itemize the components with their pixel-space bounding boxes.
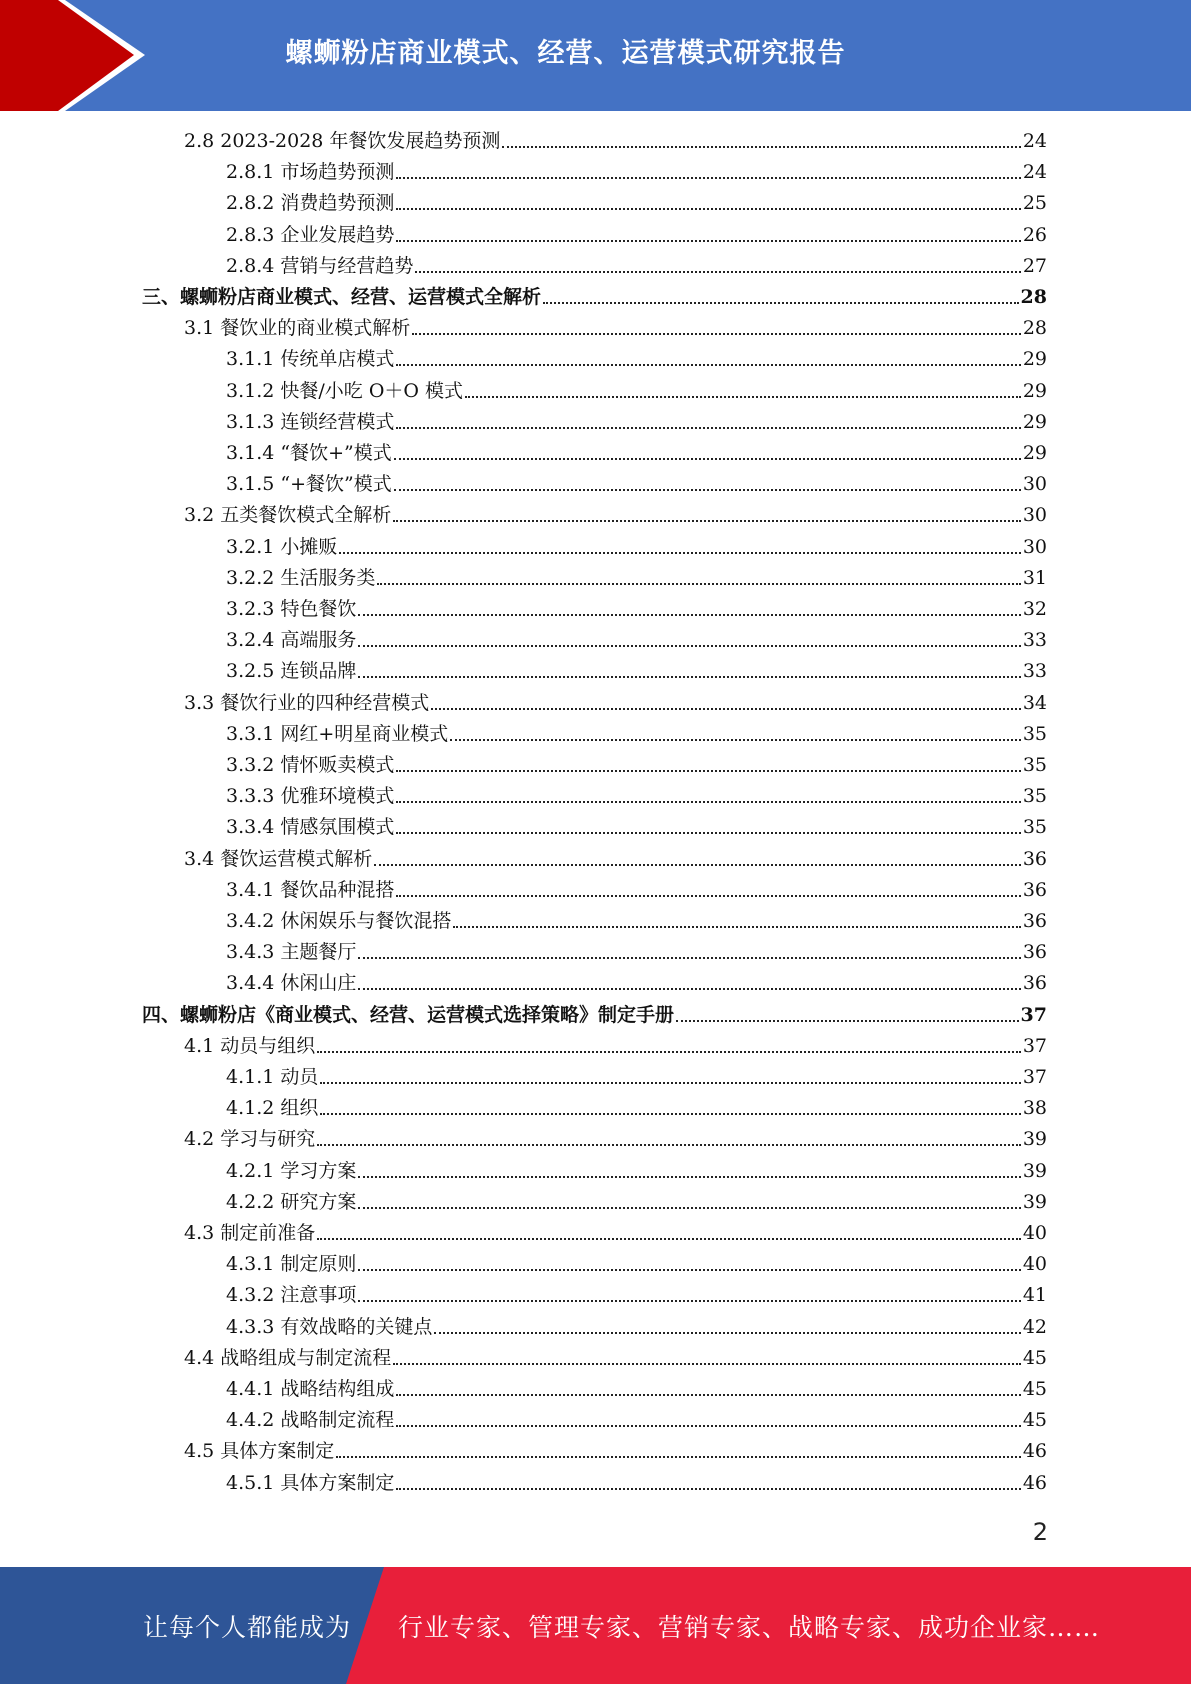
toc-entry-label: 3.1.5 “+餐饮”模式 [226, 473, 392, 496]
toc-entry[interactable] [184, 1344, 1047, 1372]
toc-entry[interactable] [226, 408, 1047, 436]
toc-dot-leader [393, 520, 1021, 522]
toc-dot-leader [502, 146, 1020, 148]
toc-entry-page: 27 [1022, 254, 1047, 277]
toc-entry-page: 46 [1022, 1440, 1047, 1463]
toc-entry[interactable] [184, 501, 1047, 529]
toc-entry[interactable] [226, 782, 1047, 810]
toc-entry-page: 37 [1020, 1003, 1047, 1026]
toc-dot-leader [396, 770, 1020, 772]
toc-dot-leader [396, 1394, 1020, 1396]
toc-entry[interactable] [184, 1125, 1047, 1153]
toc-entry-label: 3.2.3 特色餐饮 [226, 598, 357, 620]
page-number: 2 [1032, 1518, 1048, 1546]
toc-entry[interactable] [226, 1313, 1047, 1341]
toc-entry-label: 3.3 餐饮行业的四种经营模式 [184, 691, 430, 714]
toc-entry-label: 4.3.2 注意事项 [226, 1284, 357, 1307]
toc-entry[interactable] [226, 345, 1047, 373]
header-arrow-decoration [0, 0, 160, 111]
toc-entry-label: 4.4 战略组成与制定流程 [184, 1346, 392, 1369]
toc-entry-page: 38 [1022, 1097, 1047, 1120]
toc-entry-label: 2.8.4 营销与经营趋势 [226, 254, 414, 277]
footer-slogan-left: 让每个人都能成为 [143, 1612, 352, 1642]
toc-entry-page: 36 [1022, 910, 1047, 932]
toc-entry-label: 3.2.4 高端服务 [226, 629, 357, 652]
toc-dot-leader [394, 458, 1021, 460]
toc-entry-label: 4.3 制定前准备 [184, 1222, 316, 1244]
toc-entry[interactable] [226, 377, 1047, 405]
toc-entry-label: 4.5.1 具体方案制定 [226, 1471, 395, 1494]
toc-dot-leader [415, 271, 1020, 273]
toc-entry-label: 3.3.4 情感氛围模式 [226, 816, 395, 839]
toc-dot-leader [374, 864, 1021, 866]
toc-dot-leader [320, 1113, 1020, 1115]
toc-entry[interactable] [226, 252, 1047, 280]
toc-entry-page: 33 [1022, 660, 1047, 683]
toc-dot-leader [543, 302, 1019, 304]
toc-dot-leader [358, 1269, 1020, 1271]
toc-entry[interactable] [226, 720, 1047, 748]
toc-dot-leader [453, 926, 1020, 928]
toc-dot-leader [676, 1020, 1019, 1022]
toc-entry[interactable] [184, 1437, 1047, 1465]
toc-entry-page: 29 [1022, 410, 1047, 433]
toc-dot-leader [336, 1456, 1021, 1458]
toc-dot-leader [396, 801, 1020, 803]
toc-entry[interactable] [184, 689, 1047, 717]
header-title [260, 0, 1191, 100]
toc-entry-page: 33 [1022, 629, 1047, 652]
toc-entry-page: 26 [1022, 223, 1047, 246]
toc-entry[interactable] [184, 845, 1047, 873]
toc-dot-leader [377, 583, 1020, 585]
toc-dot-leader [358, 1176, 1020, 1178]
toc-entry-label: 3.2 五类餐饮模式全解析 [184, 504, 392, 527]
toc-entry-label: 3.1.1 传统单店模式 [226, 348, 395, 371]
toc-entry[interactable] [226, 813, 1047, 841]
toc-entry-label: 4.2.2 研究方案 [226, 1190, 357, 1213]
toc-entry-page: 39 [1022, 1128, 1047, 1151]
toc-entry-page: 45 [1022, 1378, 1047, 1400]
toc-entry[interactable] [226, 876, 1047, 904]
toc-dot-leader [358, 676, 1020, 678]
toc-entry-page: 30 [1022, 473, 1047, 496]
toc-entry-page: 29 [1022, 379, 1047, 402]
toc-dot-leader [394, 489, 1021, 491]
toc-entry[interactable] [142, 1001, 1047, 1029]
toc-entry-label: 3.1.4 “餐饮+”模式 [226, 442, 392, 464]
toc-entry-label: 4.2.1 学习方案 [226, 1159, 357, 1182]
toc-dot-leader [434, 1332, 1020, 1334]
toc-entry-page: 32 [1022, 598, 1047, 620]
toc-entry-page: 39 [1022, 1159, 1047, 1182]
toc-entry-page: 39 [1022, 1190, 1047, 1213]
toc-entry-page: 35 [1022, 722, 1047, 745]
toc-dot-leader [358, 645, 1020, 647]
toc-entry-label: 3.1.3 连锁经营模式 [226, 410, 395, 433]
toc-entry[interactable] [226, 1250, 1047, 1278]
toc-entry-label: 2.8.1 市场趋势预测 [226, 161, 395, 184]
toc-entry-page: 28 [1022, 317, 1047, 340]
toc-dot-leader [317, 1051, 1021, 1053]
toc-entry[interactable] [226, 1063, 1047, 1091]
toc-dot-leader [358, 988, 1020, 990]
toc-entry[interactable] [226, 969, 1047, 997]
toc-entry-label: 3.4.4 休闲山庄 [226, 972, 357, 995]
toc-entry-label: 3.3.3 优雅环境模式 [226, 785, 395, 808]
toc-entry[interactable] [226, 533, 1047, 561]
toc-dot-leader [358, 1300, 1020, 1302]
toc-entry-page: 28 [1020, 286, 1047, 308]
toc-dot-leader [396, 427, 1020, 429]
toc-entry[interactable] [226, 626, 1047, 654]
toc-entry-page: 40 [1022, 1253, 1047, 1276]
toc-entry-page: 45 [1022, 1409, 1047, 1432]
toc-entry-label: 3.4.1 餐饮品种混搭 [226, 878, 395, 901]
toc-dot-leader [317, 1144, 1021, 1146]
toc-entry-label: 3.2.1 小摊贩 [226, 535, 338, 558]
toc-entry-page: 30 [1022, 504, 1047, 527]
toc-entry[interactable] [226, 564, 1047, 592]
toc-entry-label: 4.1 动员与组织 [184, 1034, 316, 1057]
toc-entry-page: 29 [1022, 442, 1047, 464]
toc-entry-page: 42 [1022, 1315, 1047, 1338]
toc-entry-page: 35 [1022, 816, 1047, 839]
toc-entry-page: 37 [1022, 1066, 1047, 1088]
toc-entry-page: 29 [1022, 348, 1047, 371]
toc-entry-page: 24 [1022, 161, 1047, 184]
toc-entry[interactable] [226, 1281, 1047, 1309]
toc-entry-label: 4.3.3 有效战略的关键点 [226, 1315, 433, 1338]
toc-entry[interactable] [226, 158, 1047, 186]
toc-entry-label: 3.1 餐饮业的商业模式解析 [184, 317, 411, 340]
toc-entry-label: 四、螺蛳粉店《商业模式、经营、运营模式选择策略》制定手册 [142, 1003, 675, 1026]
toc-entry-page: 40 [1022, 1222, 1047, 1244]
toc-dot-leader [358, 614, 1020, 616]
toc-entry[interactable] [184, 1219, 1047, 1247]
toc-dot-leader [339, 552, 1020, 554]
toc-entry-label: 4.2 学习与研究 [184, 1128, 316, 1151]
toc-entry-label: 3.3.2 情怀贩卖模式 [226, 754, 395, 776]
toc-entry[interactable] [226, 221, 1047, 249]
toc-dot-leader [412, 333, 1021, 335]
toc-entry-page: 46 [1022, 1471, 1047, 1494]
toc-entry-page: 34 [1022, 691, 1047, 714]
toc-entry-label: 3.4 餐饮运营模式解析 [184, 847, 373, 870]
toc-entry[interactable] [226, 470, 1047, 498]
toc-entry[interactable] [226, 938, 1047, 966]
toc-entry-page: 36 [1022, 972, 1047, 995]
toc-entry-label: 3.3.1 网红+明星商业模式 [226, 722, 449, 745]
toc-dot-leader [358, 1207, 1020, 1209]
toc-entry[interactable] [226, 439, 1047, 467]
toc-entry-label: 4.1.2 组织 [226, 1097, 319, 1120]
toc-dot-leader [393, 1363, 1021, 1365]
toc-dot-leader [396, 177, 1020, 179]
toc-dot-leader [396, 364, 1020, 366]
toc-entry-label: 4.1.1 动员 [226, 1066, 319, 1088]
toc-entry-page: 35 [1022, 754, 1047, 776]
toc-entry[interactable] [226, 1469, 1047, 1497]
toc-entry[interactable] [226, 1094, 1047, 1122]
toc-entry-label: 3.1.2 快餐/小吃 O＋O 模式 [226, 379, 464, 402]
footer-slogan-right: 行业专家、管理专家、营销专家、战略专家、成功企业家…… [398, 1612, 1101, 1642]
toc-entry-label: 3.2.2 生活服务类 [226, 566, 376, 589]
toc-entry[interactable] [226, 1157, 1047, 1185]
page-header [0, 0, 1191, 111]
toc-entry-page: 24 [1022, 130, 1047, 152]
toc-entry-page: 36 [1022, 941, 1047, 964]
toc-entry[interactable] [226, 1375, 1047, 1403]
toc-entry[interactable] [184, 127, 1047, 155]
header-title-text: 螺蛳粉店商业模式、经营、运营模式研究报告 [285, 37, 846, 69]
toc-entry-label: 三、螺蛳粉店商业模式、经营、运营模式全解析 [142, 286, 542, 308]
toc-entry-page: 35 [1022, 785, 1047, 808]
toc-entry-page: 45 [1022, 1346, 1047, 1369]
toc-entry[interactable] [226, 1406, 1047, 1434]
toc-entry-page: 36 [1022, 878, 1047, 901]
toc-entry[interactable] [184, 1032, 1047, 1060]
toc-dot-leader [317, 1238, 1021, 1240]
toc-dot-leader [431, 708, 1021, 710]
toc-entry-label: 2.8.2 消费趋势预测 [226, 192, 395, 215]
toc-entry-page: 30 [1022, 535, 1047, 558]
toc-entry-label: 2.8 2023-2028 年餐饮发展趋势预测 [184, 130, 501, 152]
toc-entry-page: 37 [1022, 1034, 1047, 1057]
toc-entry-label: 3.4.2 休闲娱乐与餐饮混搭 [226, 910, 452, 932]
toc-dot-leader [465, 396, 1021, 398]
toc-entry-label: 4.4.1 战略结构组成 [226, 1378, 395, 1400]
toc-entry-page: 31 [1022, 566, 1047, 589]
toc-entry[interactable] [184, 314, 1047, 342]
toc-dot-leader [396, 240, 1020, 242]
toc-dot-leader [396, 208, 1020, 210]
toc-dot-leader [396, 1425, 1020, 1427]
toc-entry[interactable] [226, 751, 1047, 779]
toc-entry-label: 2.8.3 企业发展趋势 [226, 223, 395, 246]
page-footer [0, 1567, 1191, 1684]
toc-entry-label: 3.4.3 主题餐厅 [226, 941, 357, 964]
toc-entry[interactable] [226, 1188, 1047, 1216]
toc-entry[interactable] [226, 907, 1047, 935]
toc-entry[interactable] [226, 595, 1047, 623]
toc-dot-leader [396, 895, 1020, 897]
toc-dot-leader [450, 739, 1021, 741]
toc-entry[interactable] [226, 657, 1047, 685]
toc-entry-page: 36 [1022, 847, 1047, 870]
toc-dot-leader [320, 1082, 1020, 1084]
toc-entry-label: 4.4.2 战略制定流程 [226, 1409, 395, 1432]
toc-entry-label: 4.3.1 制定原则 [226, 1253, 357, 1276]
toc-entry-page: 41 [1022, 1284, 1047, 1307]
toc-dot-leader [358, 957, 1020, 959]
toc-dot-leader [396, 1488, 1020, 1490]
toc-entry-label: 3.2.5 连锁品牌 [226, 660, 357, 683]
toc-entry-label: 4.5 具体方案制定 [184, 1440, 335, 1463]
toc-dot-leader [396, 832, 1020, 834]
toc-entry-page: 25 [1022, 192, 1047, 215]
toc-entry[interactable] [226, 189, 1047, 217]
toc-entry[interactable] [142, 283, 1047, 311]
